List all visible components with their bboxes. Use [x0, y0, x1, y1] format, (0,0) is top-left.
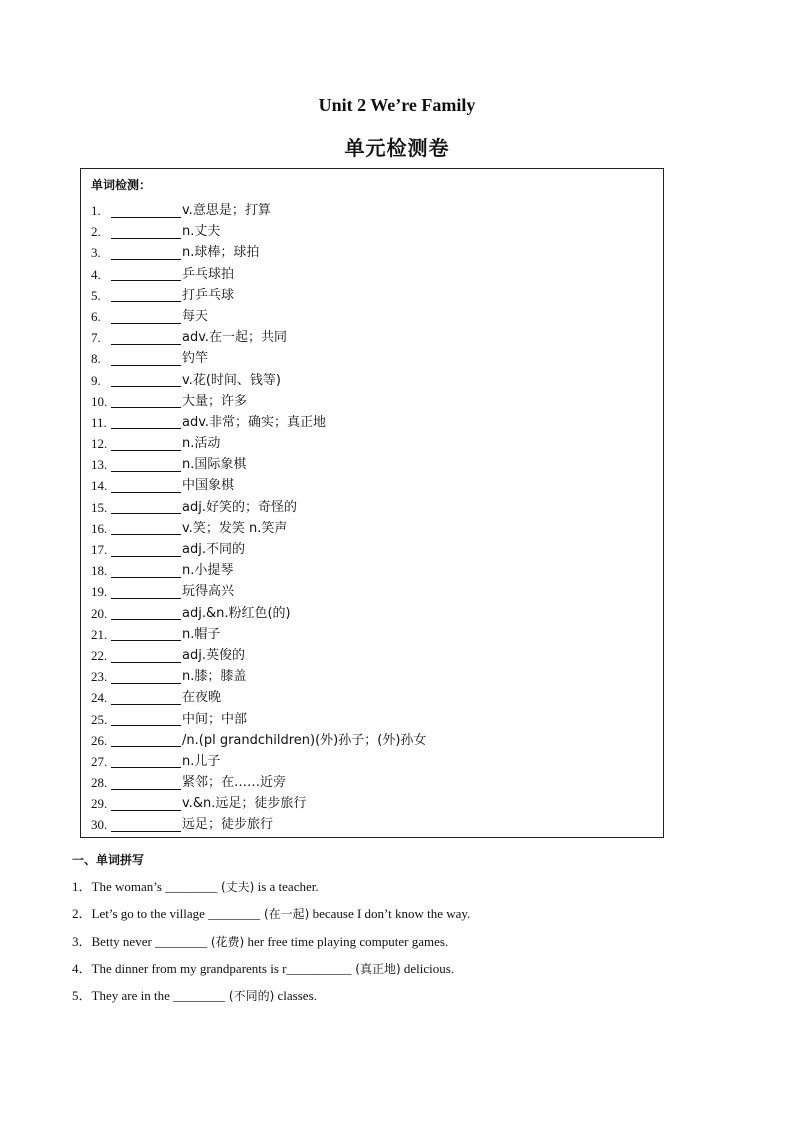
answer-blank[interactable]: [111, 649, 181, 663]
vocab-meaning: n.丈夫: [182, 224, 221, 240]
vocab-meaning: n.帽子: [182, 626, 221, 642]
vocab-list: [91, 200, 653, 836]
vocab-item: [91, 539, 653, 560]
vocab-item: [91, 497, 653, 518]
vocab-number: 17.: [91, 542, 108, 557]
exercise-hint: (在一起): [260, 907, 310, 922]
answer-blank[interactable]: [111, 733, 181, 747]
answer-blank[interactable]: [111, 331, 181, 345]
section-heading-spelling: 一、单词拼写: [72, 853, 145, 867]
vocab-number: 26.: [91, 732, 108, 748]
answer-blank[interactable]: [111, 310, 181, 324]
vocab-meaning: /n.(pl grandchildren)(外)孙子；(外)孙女: [182, 732, 427, 748]
vocab-meaning: 每天: [182, 308, 209, 324]
vocab-meaning: 紧邻；在……近旁: [182, 775, 287, 791]
exercise-text-before: Betty never: [91, 933, 156, 949]
answer-blank[interactable]: [111, 415, 181, 429]
answer-blank[interactable]: [111, 521, 181, 535]
exercise-number: 5．: [72, 988, 92, 1004]
vocab-item: [91, 730, 653, 751]
vocab-number: 14.: [91, 478, 108, 494]
exercise-hint: (丈夫): [217, 880, 255, 894]
answer-blank[interactable]: [111, 373, 181, 387]
vocab-item: [91, 560, 653, 581]
vocab-item: [91, 200, 653, 221]
vocab-meaning: n.球棒；球拍: [182, 245, 260, 261]
exercise-item: [72, 900, 722, 927]
exercise-item: [72, 982, 722, 1009]
vocab-meaning: 打乒乓球: [182, 287, 235, 303]
exercise-text-before: The dinner from my grandparents is r: [91, 960, 287, 976]
exercise-text-after: is a teacher.: [254, 879, 319, 894]
answer-blank[interactable]: [111, 670, 181, 684]
answer-blank[interactable]: [111, 352, 181, 366]
vocab-heading: 单词检测：: [91, 178, 152, 192]
vocab-item: [91, 793, 653, 814]
vocab-number: 13.: [91, 457, 108, 473]
vocab-item: [91, 327, 653, 348]
vocab-number: 12.: [91, 436, 108, 452]
vocab-item: [91, 348, 653, 369]
vocab-number: 24.: [91, 690, 108, 706]
vocab-number: 2.: [91, 224, 101, 240]
vocab-item: [91, 370, 653, 391]
exercise-text-after: classes.: [274, 988, 317, 1004]
answer-blank[interactable]: [111, 797, 181, 811]
exercise-text-after: her free time playing computer games.: [244, 933, 449, 949]
vocab-meaning: n.小提琴: [182, 563, 234, 579]
vocab-meaning: adj.好笑的；奇怪的: [182, 499, 297, 515]
vocab-item: [91, 242, 653, 263]
vocab-item: [91, 475, 653, 496]
exercise-text-before: Let’s go to the village: [91, 906, 209, 922]
exercise-text-before: They are in the: [91, 988, 174, 1004]
answer-blank[interactable]: [111, 500, 181, 514]
vocab-meaning: adj.&n.粉红色(的): [182, 605, 291, 621]
vocab-item: [91, 709, 653, 730]
answer-blank[interactable]: [111, 204, 181, 218]
vocab-meaning: v.花(时间、钱等): [182, 372, 281, 388]
vocab-meaning: adv.在一起；共同: [182, 330, 288, 346]
exercise-number: 4．: [72, 960, 92, 976]
exercise-blank[interactable]: ________: [165, 879, 218, 894]
vocab-meaning: adj.不同的: [182, 542, 245, 557]
vocab-meaning: 在夜晚: [182, 690, 222, 706]
vocab-meaning: adj.英俊的: [182, 647, 245, 663]
exercise-hint: (真正地): [351, 961, 401, 976]
vocab-item: [91, 814, 653, 835]
vocab-item: [91, 306, 653, 327]
vocab-meaning: n.国际象棋: [182, 457, 247, 473]
vocab-meaning: v.笑；发笑 n.笑声: [182, 520, 288, 536]
vocab-meaning: v.意思是；打算: [182, 203, 271, 218]
vocab-meaning: 中间；中部: [182, 711, 248, 727]
vocab-number: 19.: [91, 584, 108, 600]
exercise-hint: (花费): [207, 934, 245, 949]
vocab-item: [91, 433, 653, 454]
answer-blank[interactable]: [111, 437, 181, 451]
vocab-number: 16.: [91, 520, 108, 536]
vocab-number: 28.: [91, 775, 108, 791]
exercise-number: 2．: [72, 906, 92, 922]
vocab-number: 23.: [91, 669, 108, 685]
answer-blank[interactable]: [111, 627, 181, 641]
exercise-hint: (不同的): [225, 989, 275, 1004]
vocab-item: [91, 603, 653, 624]
answer-blank[interactable]: [111, 394, 181, 408]
exercise-number: 3．: [72, 933, 92, 949]
exercise-text-after: delicious.: [400, 960, 455, 976]
vocab-meaning: 大量；许多: [182, 393, 248, 409]
vocab-item: [91, 666, 653, 687]
vocab-number: 5.: [91, 287, 101, 303]
vocab-item: [91, 264, 653, 285]
answer-blank[interactable]: [111, 776, 181, 790]
vocab-number: 18.: [91, 563, 108, 579]
vocab-number: 10.: [91, 393, 108, 409]
vocab-item: [91, 772, 653, 793]
vocab-number: 30.: [91, 817, 108, 833]
exercise-blank[interactable]: ________: [208, 906, 261, 922]
vocab-meaning: 钓竿: [182, 351, 209, 367]
answer-blank[interactable]: [111, 288, 181, 302]
vocab-item: [91, 751, 653, 772]
vocab-number: 4.: [91, 266, 101, 282]
vocab-number: 22.: [91, 647, 108, 663]
vocab-number: 8.: [91, 351, 101, 367]
exercise-item: [72, 928, 722, 955]
page-title: Unit 2 We’re Family: [318, 95, 476, 115]
vocab-meaning: n.儿子: [182, 753, 221, 769]
answer-blank[interactable]: [111, 754, 181, 768]
answer-blank[interactable]: [111, 267, 181, 281]
vocab-number: 9.: [91, 372, 101, 388]
vocab-box: [80, 168, 664, 838]
vocab-meaning: n.活动: [182, 436, 221, 452]
answer-blank[interactable]: [111, 543, 181, 557]
vocab-number: 20.: [91, 605, 108, 621]
vocab-meaning: n.膝；膝盖: [182, 669, 247, 685]
vocab-item: [91, 687, 653, 708]
vocab-meaning: 中国象棋: [182, 478, 235, 494]
vocab-number: 25.: [91, 711, 108, 727]
exercise-item: [72, 873, 722, 900]
answer-blank[interactable]: [111, 564, 181, 578]
vocab-item: [91, 581, 653, 602]
vocab-number: 21.: [91, 626, 108, 642]
exercise-text-before: The woman’s: [91, 879, 166, 894]
exercise-list: [72, 873, 722, 1009]
vocab-number: 1.: [91, 203, 101, 218]
vocab-item: [91, 285, 653, 306]
vocab-item: [91, 518, 653, 539]
answer-blank[interactable]: [111, 479, 181, 493]
exercise-text-after: because I don’t know the way.: [309, 906, 471, 922]
answer-blank[interactable]: [111, 225, 181, 239]
vocab-number: 15.: [91, 499, 108, 515]
vocab-number: 3.: [91, 245, 101, 261]
vocab-item: [91, 645, 653, 666]
vocab-item: [91, 391, 653, 412]
answer-blank[interactable]: [111, 458, 181, 472]
answer-blank[interactable]: [111, 712, 181, 726]
vocab-number: 27.: [91, 753, 108, 769]
vocab-number: 11.: [91, 414, 107, 430]
answer-blank[interactable]: [111, 246, 181, 260]
vocab-meaning: v.&n.远足；徒步旅行: [182, 796, 307, 812]
vocab-item: [91, 624, 653, 645]
answer-blank[interactable]: [111, 606, 181, 620]
vocab-number: 29.: [91, 796, 108, 812]
answer-blank[interactable]: [111, 691, 181, 705]
answer-blank[interactable]: [111, 818, 181, 832]
exercise-blank[interactable]: ________: [155, 933, 208, 949]
exercise-blank[interactable]: ________: [173, 988, 226, 1004]
exercise-item: [72, 955, 722, 982]
vocab-item: [91, 454, 653, 475]
vocab-meaning: adv.非常；确实；真正地: [182, 414, 327, 430]
vocab-item: [91, 412, 653, 433]
vocab-item: [91, 221, 653, 242]
answer-blank[interactable]: [111, 585, 181, 599]
exercise-blank[interactable]: __________: [286, 960, 352, 976]
vocab-number: 7.: [91, 330, 101, 346]
vocab-meaning: 玩得高兴: [182, 584, 235, 600]
vocab-meaning: 乒乓球拍: [182, 266, 235, 282]
page-subtitle: 单元检测卷: [344, 136, 450, 160]
exercise-number: 1．: [72, 879, 92, 894]
vocab-meaning: 远足；徒步旅行: [182, 817, 274, 833]
vocab-number: 6.: [91, 308, 101, 324]
